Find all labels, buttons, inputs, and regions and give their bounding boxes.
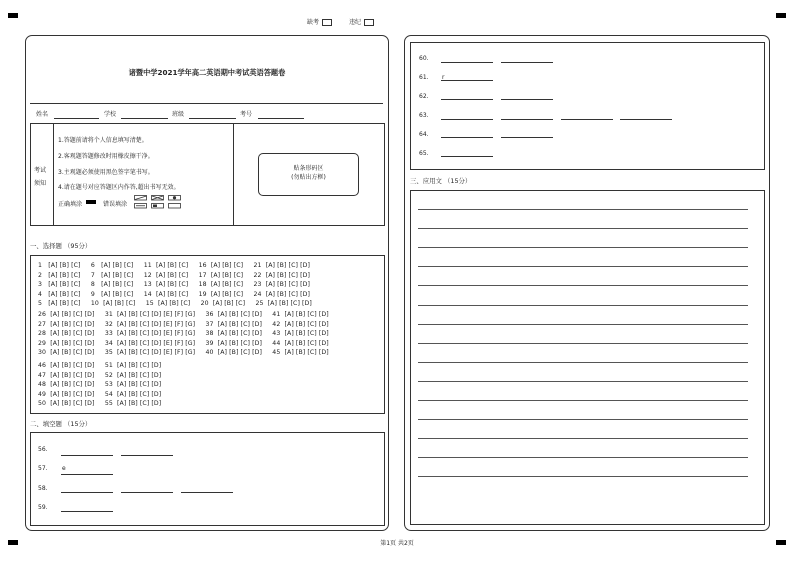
q56-number: 56. <box>38 446 48 453</box>
q61-blank[interactable] <box>441 80 493 81</box>
writing-line[interactable] <box>418 266 748 267</box>
q56-blank-1[interactable] <box>61 455 113 456</box>
q61-prefix: r <box>442 74 445 81</box>
correct-fill-label: 正确填涂 <box>58 201 83 208</box>
writing-line[interactable] <box>418 247 748 248</box>
notice-item: 1.答题前请将个人信息填写清楚。 <box>58 137 148 144</box>
writing-line[interactable] <box>418 324 748 325</box>
corner-mark-tr <box>776 13 786 18</box>
absent-label: 缺考 <box>307 19 320 26</box>
q64-blank-2[interactable] <box>501 137 553 138</box>
writing-line[interactable] <box>418 476 748 477</box>
q63-blank-3[interactable] <box>561 119 613 120</box>
choice-row[interactable]: 50 [A] [B] [C] [D] 55 [A] [B] [C] [D] <box>38 400 162 407</box>
q63-blank-1[interactable] <box>441 119 493 120</box>
choice-row[interactable]: 3 [A] [B] [C] 8 [A] [B] [C] 13 [A] [B] [C] 18 [A] [B] [C] 23 [A] [B] [C] [D] <box>38 281 310 288</box>
page-title: 诸暨中学2021学年高二英语期中考试英语答题卷 <box>128 68 286 77</box>
school-label: 学校 <box>104 111 117 118</box>
absent-field[interactable] <box>307 17 332 26</box>
q60-blank-1[interactable] <box>441 62 493 63</box>
section2-title: 二、填空题 （15分） <box>30 420 92 428</box>
page-footer: 第1页 共2页 <box>380 540 414 547</box>
q58-blank-2[interactable] <box>121 492 173 493</box>
choice-row[interactable]: 26 [A] [B] [C] [D] 31 [A] [B] [C] [D] [E] [F] [G] 36 [A] [B] [C] [D] 41 [A] [B] [C] [D] <box>38 311 329 318</box>
q58-blank-3[interactable] <box>181 492 233 493</box>
q65-number: 65. <box>419 150 429 157</box>
q63-blank-4[interactable] <box>620 119 672 120</box>
q57-prefix: e <box>62 465 66 472</box>
violation-field[interactable] <box>349 17 374 26</box>
writing-line[interactable] <box>418 228 748 229</box>
barcode-line2: (勿贴出方框) <box>291 174 326 181</box>
info-row-top-border <box>30 103 383 104</box>
choice-row[interactable]: 49 [A] [B] [C] [D] 54 [A] [B] [C] [D] <box>38 390 162 398</box>
choice-row[interactable]: 4 [A] [B] [C] 9 [A] [B] [C] 14 [A] [B] [C] 19 [A] [B] [C] 24 [A] [B] [C] [D] <box>38 290 310 298</box>
choice-row[interactable]: 30 [A] [B] [C] [D] 35 [A] [B] [C] [D] [E] [F] [G] 40 [A] [B] [C] [D] 45 [A] [B] [C] [D] <box>38 349 329 356</box>
notice-item: 4.请在题号对应答题区内作答,超出书写无效。 <box>58 184 180 191</box>
section1-title: 一、选择题 （95分） <box>30 242 92 250</box>
class-field[interactable] <box>189 118 236 119</box>
wrong-fill-samples <box>134 195 182 210</box>
barcode-area <box>258 153 359 196</box>
writing-line[interactable] <box>418 285 748 286</box>
q63-blank-2[interactable] <box>501 119 553 120</box>
choice-row[interactable]: 28 [A] [B] [C] [D] 33 [A] [B] [C] [D] [E] [F] [G] 38 [A] [B] [C] [D] 43 [A] [B] [C] [D] <box>38 330 329 337</box>
choice-block-2 <box>38 310 329 358</box>
school-field[interactable] <box>121 118 168 119</box>
notice-label-line1: 考试 <box>34 167 47 174</box>
notice-col-divider <box>53 123 54 225</box>
name-label: 姓名 <box>36 111 49 118</box>
choice-row[interactable]: 5 [A] [B] [C] 10 [A] [B] [C] 15 [A] [B] [C] 20 [A] [B] [C] 25 [A] [B] [C] [D] <box>38 300 312 307</box>
writing-line[interactable] <box>418 381 748 382</box>
q62-blank-2[interactable] <box>501 99 553 100</box>
writing-box <box>410 190 765 525</box>
corner-mark-tl <box>8 13 18 18</box>
q64-blank-1[interactable] <box>441 137 493 138</box>
exam-no-label: 考号 <box>240 111 253 118</box>
q58-number: 58. <box>38 485 48 492</box>
q61-number: 61. <box>419 74 429 81</box>
choice-block-1 <box>38 261 312 309</box>
q64-number: 64. <box>419 131 429 138</box>
barcode-line1: 贴条形码区 <box>293 165 324 172</box>
exam-no-field[interactable] <box>258 118 304 119</box>
q65-blank[interactable] <box>441 156 493 157</box>
q62-blank-1[interactable] <box>441 99 493 100</box>
writing-line[interactable] <box>418 305 748 306</box>
barcode-col-divider <box>233 123 234 225</box>
writing-line[interactable] <box>418 419 748 420</box>
q57-number: 57. <box>38 465 48 472</box>
choice-row[interactable]: 47 [A] [B] [C] [D] 52 [A] [B] [C] [D] <box>38 371 162 379</box>
choice-row[interactable]: 2 [A] [B] [C] 7 [A] [B] [C] 12 [A] [B] [C] 17 [A] [B] [C] 22 [A] [B] [C] [D] <box>38 271 310 279</box>
name-field[interactable] <box>54 118 99 119</box>
choice-block-3 <box>38 361 161 409</box>
q59-blank[interactable] <box>61 511 113 512</box>
absent-checkbox[interactable] <box>322 19 332 26</box>
q63-number: 63. <box>419 112 429 119</box>
violation-checkbox[interactable] <box>364 19 374 26</box>
writing-line[interactable] <box>418 457 748 458</box>
choice-row[interactable]: 1 [A] [B] [C] 6 [A] [B] [C] 11 [A] [B] [C] 16 [A] [B] [C] 21 [A] [B] [C] [D] <box>38 262 310 269</box>
correct-fill-sample <box>86 200 96 204</box>
writing-line[interactable] <box>418 362 748 363</box>
choice-row[interactable]: 27 [A] [B] [C] [D] 32 [A] [B] [C] [D] [E] [F] [G] 37 [A] [B] [C] [D] 42 [A] [B] [C] [D] <box>38 320 329 328</box>
q60-blank-2[interactable] <box>501 62 553 63</box>
writing-line[interactable] <box>418 400 748 401</box>
q58-blank-1[interactable] <box>61 492 113 493</box>
wrong-fill-label: 错误填涂 <box>103 201 128 208</box>
choice-row[interactable]: 46 [A] [B] [C] [D] 51 [A] [B] [C] [D] <box>38 362 162 369</box>
notice-item: 3.主观题必须使用黑色签字笔书写。 <box>58 169 154 176</box>
section3-title: 三、应用文 （15分） <box>410 177 472 185</box>
writing-line[interactable] <box>418 343 748 344</box>
q59-number: 59. <box>38 504 48 511</box>
writing-line[interactable] <box>418 438 748 439</box>
class-label: 班级 <box>172 111 185 118</box>
q57-blank[interactable] <box>61 474 113 475</box>
writing-line[interactable] <box>418 209 748 210</box>
q60-number: 60. <box>419 55 429 62</box>
choice-row[interactable]: 48 [A] [B] [C] [D] 53 [A] [B] [C] [D] <box>38 381 162 388</box>
violation-label: 违纪 <box>349 19 362 26</box>
q56-blank-2[interactable] <box>121 455 173 456</box>
choice-row[interactable]: 29 [A] [B] [C] [D] 34 [A] [B] [C] [D] [E] [F] [G] 39 [A] [B] [C] [D] 44 [A] [B] [C] [D] <box>38 339 329 347</box>
notice-label-line2: 须知 <box>34 180 47 187</box>
q62-number: 62. <box>419 93 429 100</box>
notice-item: 2.客观题答题修改时用橡皮擦干净。 <box>58 153 154 160</box>
notice-label <box>34 164 46 190</box>
